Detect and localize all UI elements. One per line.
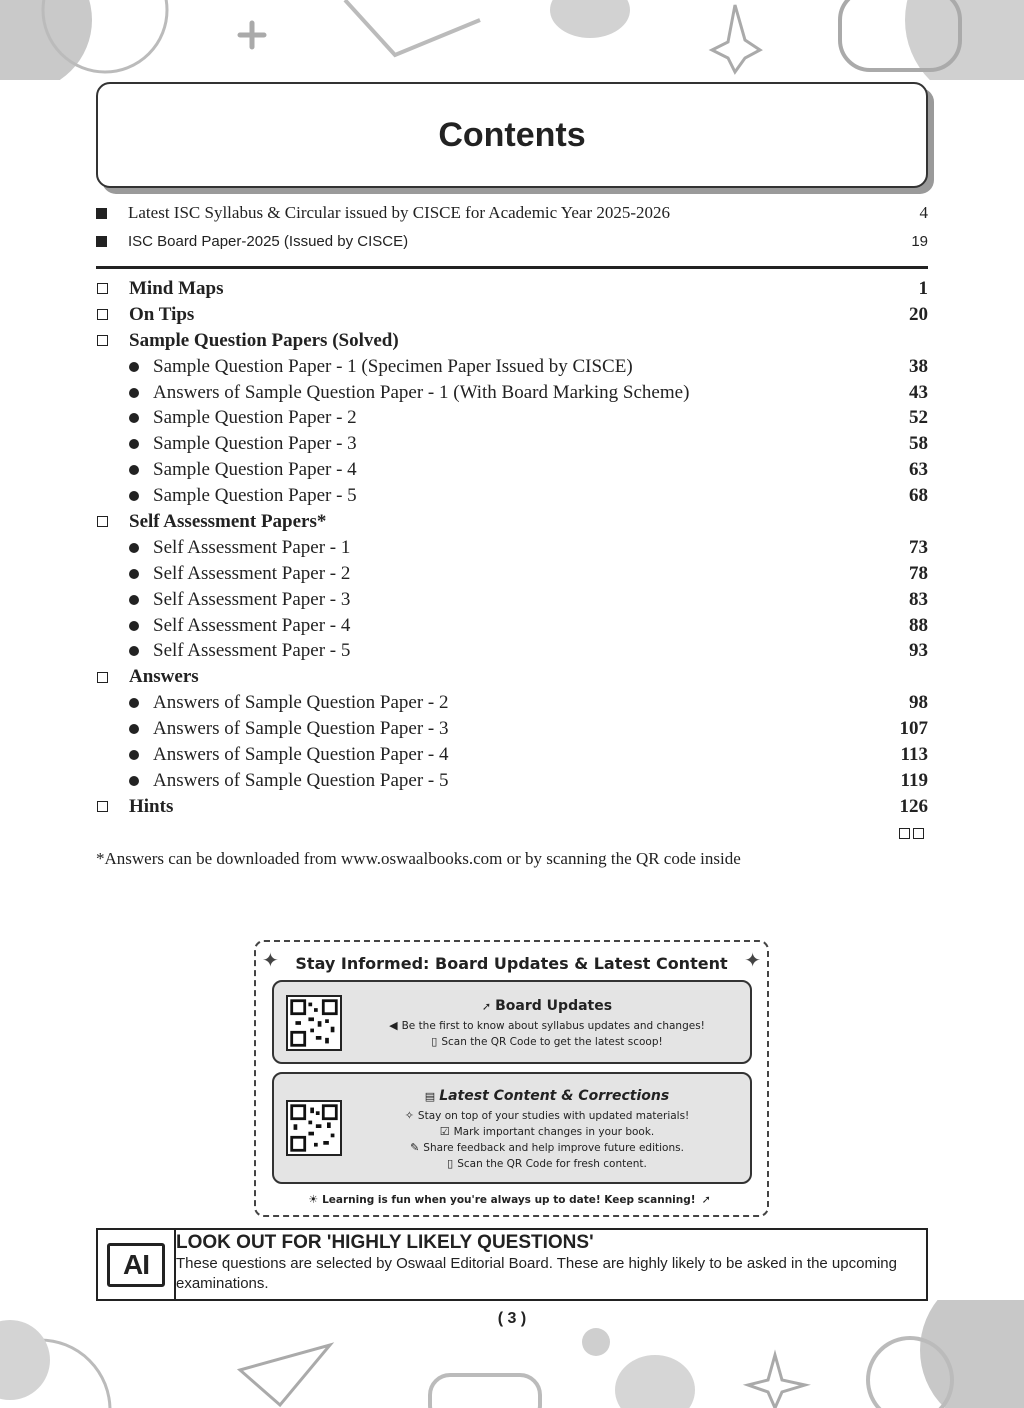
filled-circle-bullet-icon: [129, 724, 139, 734]
ai-box-title: LOOK OUT FOR 'HIGHLY LIKELY QUESTIONS': [176, 1232, 594, 1253]
toc-section[interactable]: [96, 509, 928, 535]
card-line: ☑ Mark important changes in your book.: [439, 1125, 655, 1138]
toc-entry-page: 1: [918, 277, 928, 299]
toc-entry-label: Answers of Sample Question Paper - 2: [153, 692, 449, 714]
filled-circle-bullet-icon: [129, 776, 139, 786]
filled-circle-bullet-icon: [129, 543, 139, 553]
qr-code-icon[interactable]: [286, 995, 342, 1051]
party-popper-icon: ✦: [262, 948, 279, 972]
card-line: ◀ Be the first to know about syllabus updates and changes!: [389, 1019, 705, 1032]
hollow-square-bullet-icon: [97, 309, 108, 320]
card-line: ▯ Scan the QR Code for fresh content.: [447, 1157, 647, 1170]
table-of-contents: [96, 276, 928, 820]
card-line: ✎ Share feedback and help improve future editions.: [410, 1141, 684, 1154]
hollow-square-bullet-icon: [97, 801, 108, 812]
filled-circle-bullet-icon: [129, 465, 139, 475]
filled-square-bullet-icon: [96, 236, 107, 247]
rocket-icon: ➚: [481, 1000, 492, 1013]
toc-entry-label: ISC Board Paper-2025 (Issued by CISCE): [128, 232, 409, 250]
hollow-square-bullet-icon: [97, 335, 108, 346]
toc-entry-label: Self Assessment Paper - 1: [153, 536, 351, 558]
toc-entry-page: 83: [909, 588, 928, 610]
filled-circle-bullet-icon: [129, 413, 139, 423]
toc-entry-label: Self Assessment Paper - 2: [153, 562, 351, 584]
footnote: *Answers can be downloaded from www.oswaalbooks.com or by scanning the QR code inside: [96, 849, 741, 868]
toc-entry-label: Hints: [129, 795, 174, 817]
toc-entry-page: 58: [909, 433, 928, 455]
toc-entry-page: 93: [909, 640, 928, 662]
toc-entry-page: 88: [909, 614, 928, 636]
toc-entry-label: Answers of Sample Question Paper - 4: [153, 743, 449, 765]
toc-entry-label: Answers of Sample Question Paper - 5: [153, 769, 449, 791]
page-title: Contents: [438, 115, 586, 154]
toc-top-entry[interactable]: [96, 228, 928, 254]
toc-item[interactable]: [96, 380, 928, 406]
toc-entry-label: Answers: [129, 666, 199, 688]
decorative-doodles-top: [0, 0, 1024, 80]
page-number: ( 3 ): [497, 1310, 527, 1327]
rocket-icon: ➚: [701, 1193, 711, 1206]
toc-top-entry[interactable]: [96, 200, 928, 226]
toc-section[interactable]: [96, 328, 928, 354]
light-bulb-icon: ☀: [308, 1193, 319, 1206]
toc-entry-label: Self Assessment Paper - 4: [153, 614, 351, 636]
toc-entry-page: 73: [909, 536, 928, 558]
filled-circle-bullet-icon: [129, 491, 139, 501]
toc-item[interactable]: [96, 768, 928, 794]
latest-content-card[interactable]: [272, 1072, 752, 1184]
books-icon: ▤: [424, 1090, 436, 1103]
toc-entry-label: Self Assessment Paper - 3: [153, 588, 351, 610]
toc-entry-label: Sample Question Paper - 1 (Specimen Paper Issued by CISCE): [153, 355, 633, 377]
check-box-icon: ☑: [439, 1125, 450, 1138]
toc-item[interactable]: [96, 483, 928, 509]
toc-item[interactable]: [96, 535, 928, 561]
toc-item[interactable]: [96, 716, 928, 742]
toc-entry-page: 113: [900, 743, 928, 765]
toc-item[interactable]: [96, 613, 928, 639]
toc-entry-page: 107: [899, 718, 928, 740]
toc-entry-page: 52: [909, 407, 928, 429]
toc-entry-label: On Tips: [129, 303, 195, 325]
toc-item[interactable]: [96, 742, 928, 768]
filled-circle-bullet-icon: [129, 388, 139, 398]
contents-title-box: [96, 82, 928, 188]
filled-circle-bullet-icon: [129, 698, 139, 708]
toc-section[interactable]: [96, 302, 928, 328]
toc-item[interactable]: [96, 638, 928, 664]
toc-entry-label: Sample Question Paper - 5: [153, 485, 357, 507]
toc-entry-page: 126: [899, 795, 928, 817]
toc-entry-page: 78: [909, 562, 928, 584]
qr-code-icon[interactable]: [286, 1100, 342, 1156]
toc-item[interactable]: [96, 587, 928, 613]
end-mark-icon: [899, 828, 924, 839]
toc-entry-label: Sample Question Paper - 2: [153, 407, 357, 429]
toc-entry-label: Answers of Sample Question Paper - 3: [153, 718, 449, 740]
toc-item[interactable]: [96, 405, 928, 431]
toc-item[interactable]: [96, 561, 928, 587]
panel-heading: Stay Informed: Board Updates & Latest Content: [295, 954, 728, 973]
hollow-square-bullet-icon: [97, 516, 108, 527]
hollow-square-bullet-icon: [97, 283, 108, 294]
toc-item[interactable]: [96, 457, 928, 483]
toc-entry-label: Sample Question Paper - 4: [153, 459, 357, 481]
card-line: ▯ Scan the QR Code to get the latest scoop!: [431, 1035, 663, 1048]
toc-item[interactable]: [96, 690, 928, 716]
toc-entry-page: 98: [909, 692, 928, 714]
toc-entry-label: Sample Question Paper - 3: [153, 433, 357, 455]
filled-circle-bullet-icon: [129, 595, 139, 605]
toc-entry-page: 19: [911, 232, 928, 250]
ai-logo: AI: [98, 1230, 176, 1299]
card-title: ▤ Latest Content & Corrections: [424, 1088, 670, 1104]
toc-entry-page: 63: [909, 459, 928, 481]
card-line: ✧ Stay on top of your studies with updated materials!: [404, 1109, 690, 1122]
filled-circle-bullet-icon: [129, 621, 139, 631]
toc-entry-label: Latest ISC Syllabus & Circular issued by CISCE for Academic Year 2025-2026: [128, 203, 671, 222]
toc-section[interactable]: [96, 794, 928, 820]
board-updates-card[interactable]: [272, 980, 752, 1064]
toc-entry-page: 20: [909, 303, 928, 325]
party-popper-icon: ✦: [744, 948, 761, 972]
filled-circle-bullet-icon: [129, 439, 139, 449]
toc-item[interactable]: [96, 354, 928, 380]
pencil-icon: ✎: [410, 1141, 420, 1154]
megaphone-icon: ◀: [389, 1019, 398, 1032]
filled-circle-bullet-icon: [129, 362, 139, 372]
filled-square-bullet-icon: [96, 208, 107, 219]
toc-entry-page: 38: [909, 355, 928, 377]
hollow-square-bullet-icon: [97, 672, 108, 683]
filled-circle-bullet-icon: [129, 569, 139, 579]
toc-entry-label: Mind Maps: [129, 277, 224, 299]
toc-entry-label: Self Assessment Papers*: [129, 510, 327, 532]
sparkles-icon: ✧: [404, 1109, 414, 1122]
phone-icon: ▯: [447, 1157, 454, 1170]
toc-entry-label: Answers of Sample Question Paper - 1 (With Board Marking Scheme): [153, 381, 690, 403]
toc-item[interactable]: [96, 431, 928, 457]
panel-footer: ☀ Learning is fun when you're always up to date! Keep scanning! ➚: [308, 1193, 711, 1206]
toc-entry-page: 119: [900, 769, 928, 791]
stay-informed-panel: [254, 940, 769, 1217]
toc-entry-page: 43: [909, 381, 928, 403]
card-title: ➚ Board Updates: [481, 998, 613, 1014]
toc-entry-label: Sample Question Papers (Solved): [129, 329, 399, 351]
toc-entry-page: 4: [919, 203, 928, 222]
toc-entry-page: 68: [909, 485, 928, 507]
divider: [96, 266, 928, 269]
filled-circle-bullet-icon: [129, 750, 139, 760]
phone-icon: ▯: [431, 1035, 438, 1048]
filled-circle-bullet-icon: [129, 646, 139, 656]
ai-box-description: These questions are selected by Oswaal Editorial Board. These are highly likely to be asked in the upcoming examinations.: [176, 1255, 897, 1292]
toc-entry-label: Self Assessment Paper - 5: [153, 640, 351, 662]
toc-section[interactable]: [96, 276, 928, 302]
toc-section[interactable]: [96, 664, 928, 690]
highly-likely-questions-box: [96, 1228, 928, 1301]
